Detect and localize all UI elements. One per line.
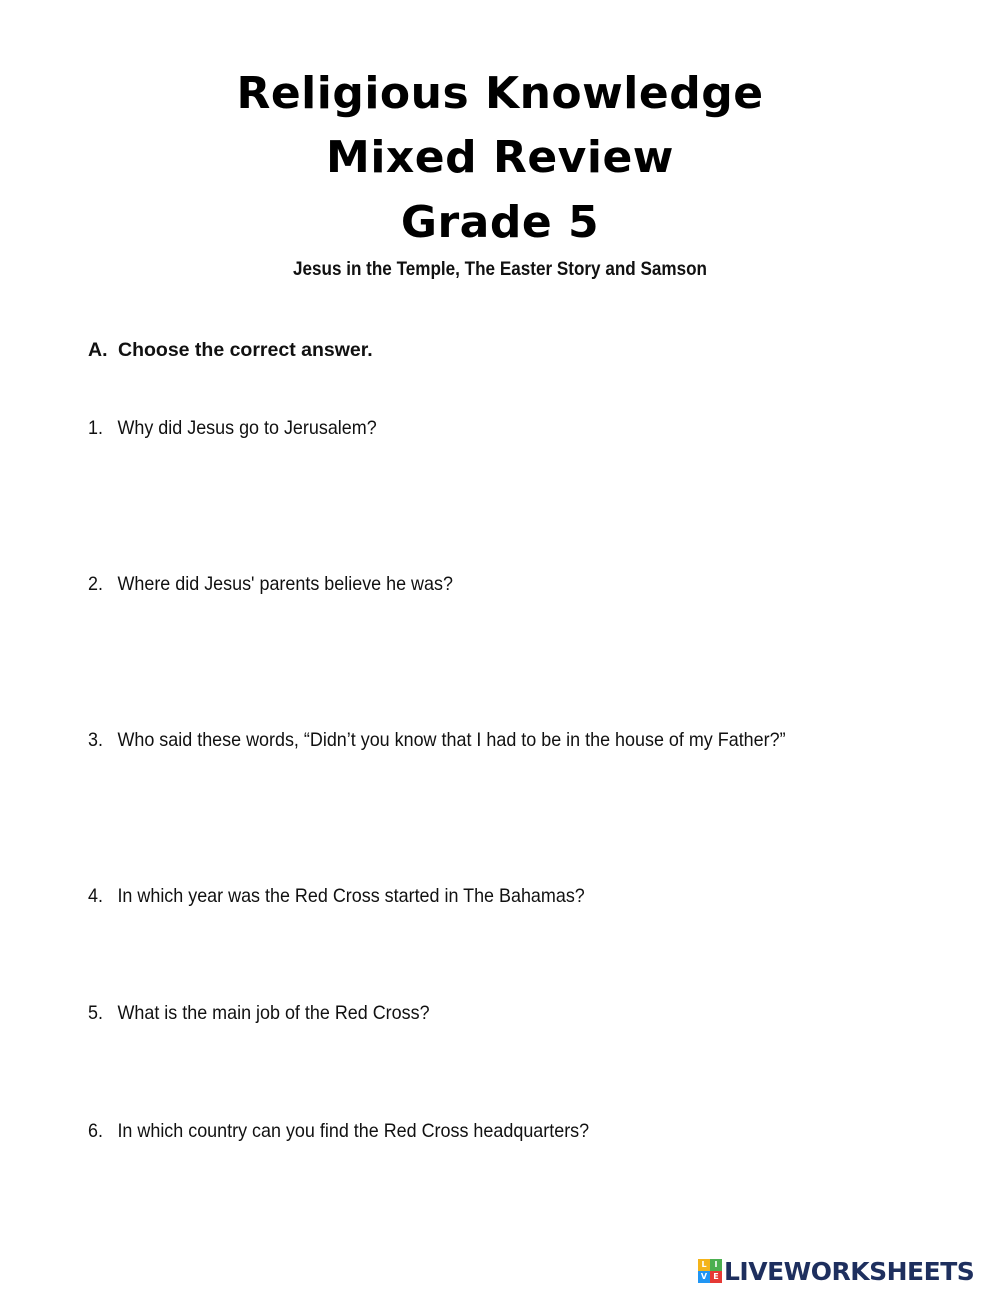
section-heading (88, 339, 373, 362)
question-item (88, 573, 453, 596)
logo-mark-letter: E (710, 1271, 722, 1283)
liveworksheets-logo[interactable] (698, 1257, 974, 1285)
question-item (88, 1120, 589, 1143)
question-number: 5. (88, 1002, 103, 1024)
question-text: In which country can you find the Red Cross headquarters? (117, 1120, 590, 1142)
title-line-3: Grade 5 (400, 197, 600, 248)
title-line-1: Religious Knowledge (236, 68, 764, 119)
question-number: 3. (88, 729, 103, 751)
question-item (88, 417, 377, 440)
logo-mark-letter: L (698, 1259, 710, 1271)
logo-mark-letter: V (698, 1271, 710, 1283)
question-number: 2. (88, 573, 103, 595)
section-instruction: Choose the correct answer. (118, 339, 373, 361)
question-text: What is the main job of the Red Cross? (117, 1002, 430, 1024)
question-number: 6. (88, 1120, 103, 1142)
question-text: Who said these words, “Didn’t you know that I had to be in the house of my Father?” (117, 729, 786, 751)
question-text: Where did Jesus' parents believe he was? (117, 573, 453, 595)
question-text: Why did Jesus go to Jerusalem? (117, 417, 377, 439)
section-marker: A. (88, 339, 108, 361)
question-number: 4. (88, 885, 103, 907)
question-item (88, 1002, 430, 1025)
question-number: 1. (88, 417, 103, 439)
subtitle: Jesus in the Temple, The Easter Story and Samson (292, 259, 707, 280)
title-line-2: Mixed Review (326, 132, 674, 183)
liveworksheets-logo-icon (698, 1259, 722, 1283)
logo-mark-letter: I (710, 1259, 722, 1271)
logo-text: LIVEWORKSHEETS (724, 1256, 975, 1286)
question-text: In which year was the Red Cross started in The Bahamas? (117, 885, 585, 907)
question-item (88, 885, 585, 908)
question-item (88, 729, 786, 752)
